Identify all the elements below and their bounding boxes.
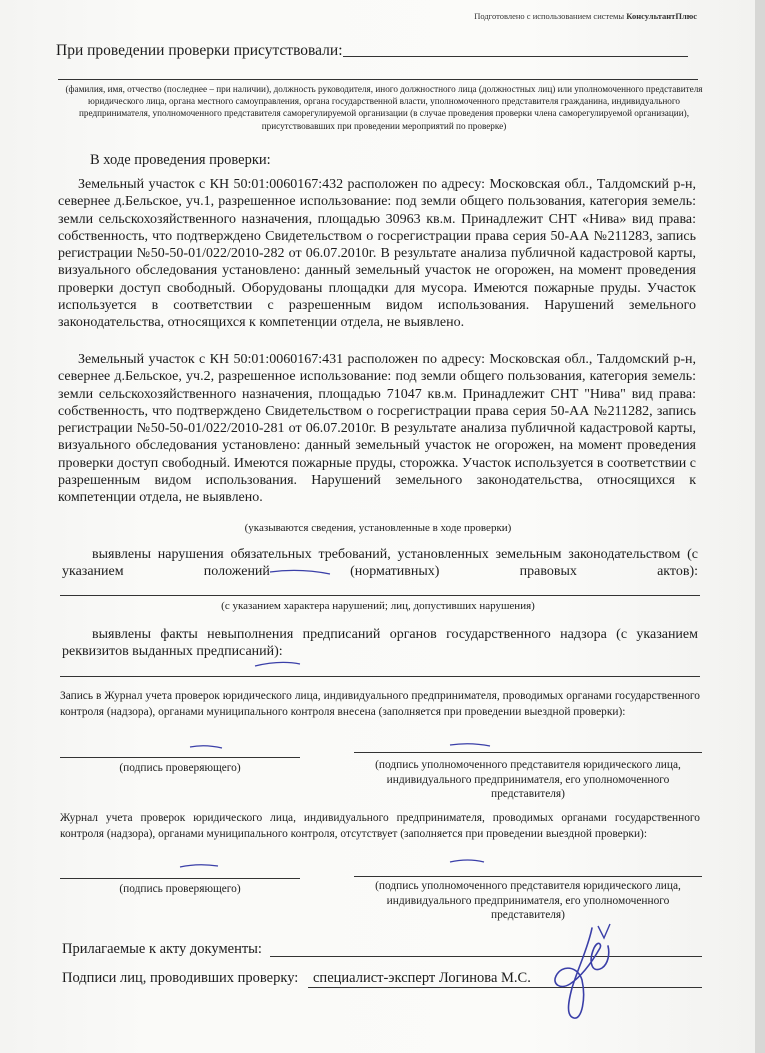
pen-mark-entry-rep <box>450 744 490 746</box>
attachments-label: Прилагаемые к акту документы: <box>62 941 262 957</box>
pen-mark-prescriptions <box>255 662 300 666</box>
journal-entry-sig-inspector: (подпись проверяющего) <box>119 762 241 774</box>
presence-note: (фамилия, имя, отчество (последнее – при наличии), должность руководителя, иного должностного лица (должностных лиц) или уполномоченного представителя юридического лица, органа местного самоуправления, органа государственной власти, уполномоченного представителя гражданина, индивидуального предпринимателя, уполномоченного представителя саморегулируемой организации (в случае проведения проверки члена саморегулируемой организации), присутствовавших при проведении мероприятий по проверке) <box>65 84 703 131</box>
signatures-label: Подписи лиц, проводивших проверку: <box>62 970 299 986</box>
journal-absent-sig-inspector: (подпись проверяющего) <box>119 883 241 895</box>
journal-entry-sig-representative: (подпись уполномоченного представителя юридического лица, индивидуального предпринимателя, его уполномоченного представителя) <box>375 759 681 800</box>
pen-mark-entry-inspector <box>190 746 222 748</box>
findings-intro: В ходе проведения проверки: <box>90 152 271 168</box>
pen-mark-absent-inspector <box>180 865 218 867</box>
inspector-name: специалист-эксперт Логинова М.С. <box>313 970 531 986</box>
findings-paragraph-2: Земельный участок с КН 50:01:0060167:431 расположен по адресу: Московская обл., Талдомский р-н, севернее д.Бельское, уч.2, разрешенное использование: под земли общего пользования, категория земель: земли сельскохозяйственного назначения, площадью 71047 кв.м. Принадлежит СНТ "Нива" вид права: собственность, что подтверждено Свидетельством о госрегистрации права серия 50-АА №211282, запись регистрации №50-50-01/022/2010-281 от 06.07.2010г. В результате анализа публичной кадастровой карты, визуального обследования установлено: данный земельный участок не огорожен, на момент проведения проверки доступ свободный. Имеются пожарные пруды, сторожка. Участок используется в соответствии с разрешенным видом использования. Нарушений земельного законодательства, относящихся к компетенции отдела, не выявлено. <box>58 352 696 506</box>
handwritten-signature <box>548 918 618 1028</box>
findings-paragraph-1: Земельный участок с КН 50:01:0060167:432 расположен по адресу: Московская обл., Талдомский р-н, севернее д.Бельское, уч.1, разрешенное использование: под земли общего пользования, категория земель: земли сельскохозяйственного назначения, площадью 30963 кв.м. Принадлежит СНТ «Нива» вид права: собственность, что подтверждено Свидетельством о госрегистрации права серия 50-АА №211283, запись регистрации №50-50-01/022/2010-282 от 06.07.2010г. В результате анализа публичной кадастровой карты, визуального обследования установлено: данный земельный участок не огорожен, на момент проведения проверки доступ свободный. Оборудованы площадки для мусора. Имеются пожарные пруды. Участок используется в соответствии с разрешенным видом использования. Нарушений земельного законодательства, относящихся к компетенции отдела, не выявлено. <box>58 177 696 331</box>
violations-note: (с указанием характера нарушений; лиц, допустивших нарушения) <box>221 600 535 612</box>
pen-mark-absent-rep <box>450 860 484 862</box>
journal-absent-sig-representative: (подпись уполномоченного представителя юридического лица, индивидуального предпринимателя, его уполномоченного представителя) <box>375 880 681 921</box>
pen-mark-violations <box>270 570 330 574</box>
prescriptions-text: выявлены факты невыполнения предписаний органов государственного надзора (с указанием реквизитов выданных предписаний): <box>62 627 698 659</box>
consultant-text: Подготовлено с использованием системы <box>474 11 625 21</box>
consultant-brand: КонсультантПлюс <box>626 11 697 21</box>
violations-text: выявлены нарушения обязательных требований, установленных земельным законодательством (с указанием положений (нормативных) правовых актов): <box>62 547 698 579</box>
presence-label: При проведении проверки присутствовали: <box>56 42 343 59</box>
journal-entry-text: Запись в Журнал учета проверок юридического лица, индивидуального предпринимателя, проводимых органами государственного контроля (надзора), органами муниципального контроля внесена (заполняется при проведении выездной проверки): <box>60 690 700 718</box>
journal-absent-text: Журнал учета проверок юридического лица, индивидуального предпринимателя, проводимых органами государственного контроля (надзора), органами муниципального контроля, отсутствует (заполняется при проведении выездной проверки): <box>60 812 700 840</box>
scan-edge <box>755 0 765 1053</box>
findings-note: (указываются сведения, установленные в ходе проверки) <box>244 522 512 534</box>
